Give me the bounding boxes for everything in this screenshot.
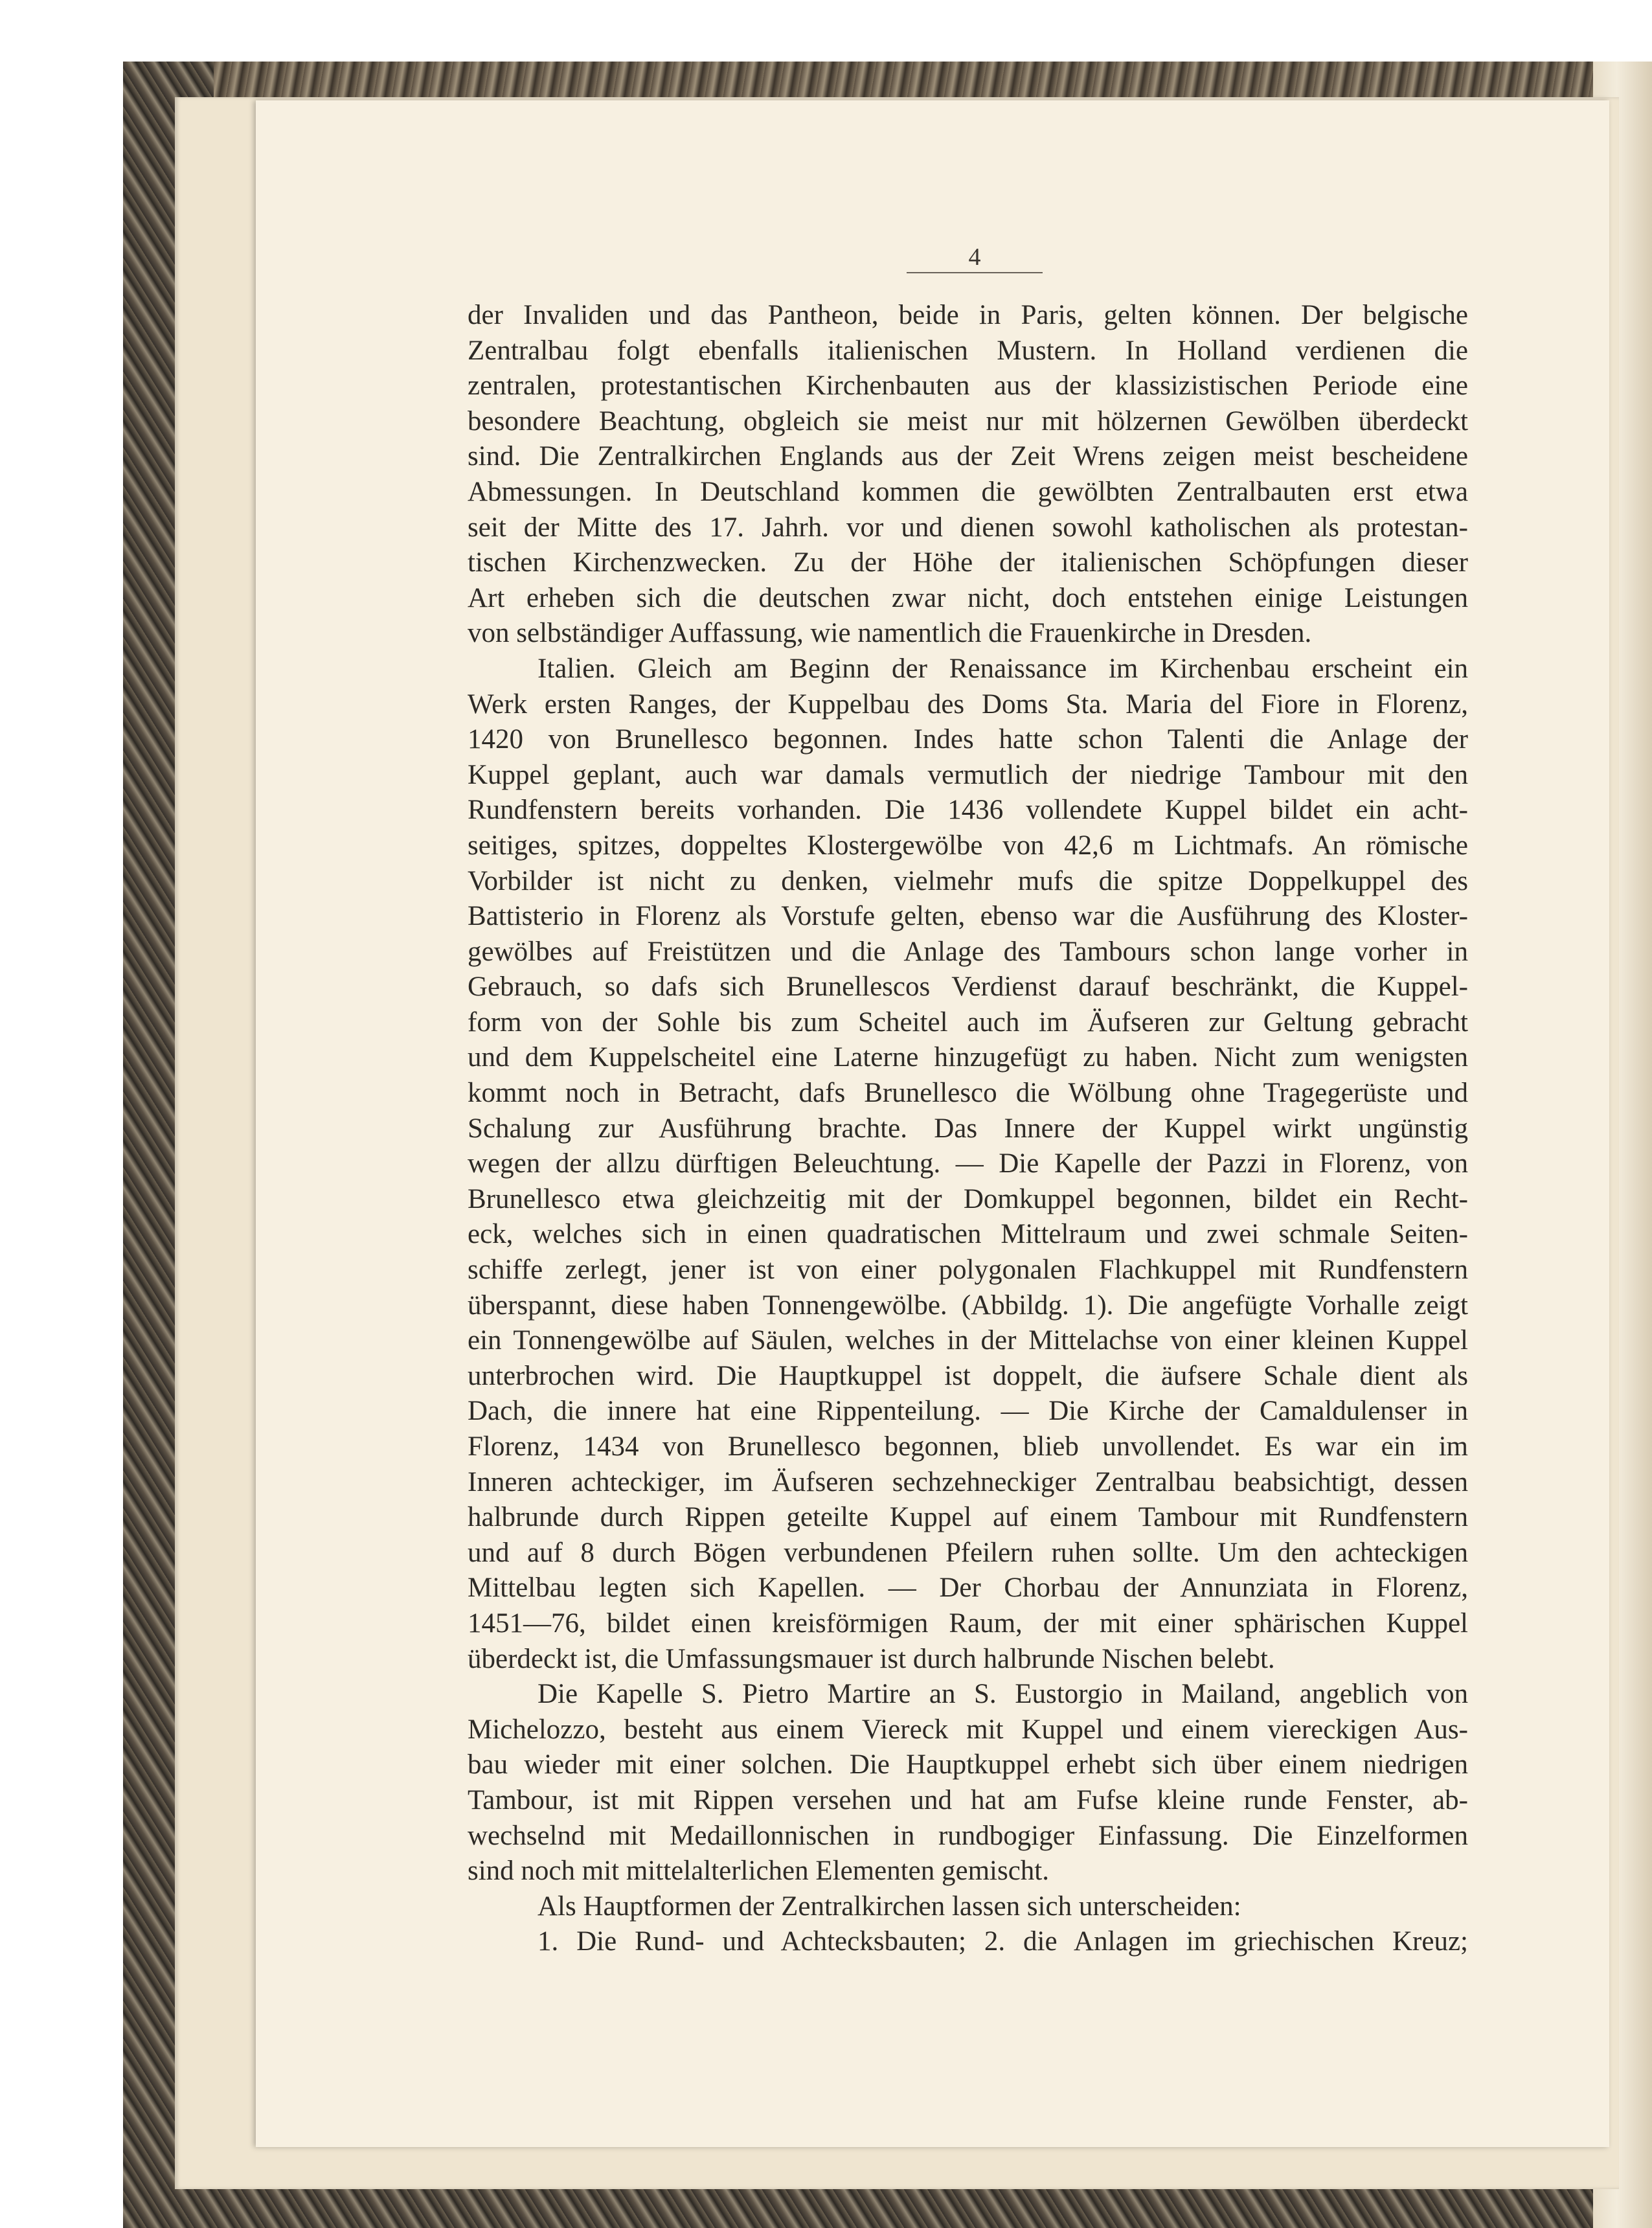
text-line: bau wieder mit einer solchen. Die Hauptkuppel erhebt sich über einem niedrigen <box>468 1749 1468 1780</box>
text-line: besondere Beachtung, obgleich sie meist nur mit hölzernen Gewölben überdeckt <box>468 405 1468 437</box>
text-line: 1. Die Rund- und Achtecksbauten; 2. die Anlagen im griechischen Kreuz; <box>537 1926 1468 1957</box>
text-line: Battisterio in Florenz als Vorstufe gelten, ebenso war die Ausführung des Kloster- <box>468 901 1468 932</box>
text-line: Vorbilder ist nicht zu denken, vielmehr mufs die spitze Doppelkuppel des <box>468 865 1468 896</box>
text-line: sind. Die Zentralkirchen Englands aus der Zeit Wrens zeigen meist bescheidene <box>468 441 1468 472</box>
text-line: Gebrauch, so dafs sich Brunellescos Verdienst darauf beschränkt, die Kuppel- <box>468 972 1468 1003</box>
text-line: Brunellesco etwa gleichzeitig mit der Domkuppel begonnen, bildet ein Recht- <box>468 1183 1468 1214</box>
marbled-cover-edge <box>214 62 1651 100</box>
text-line: der Invaliden und das Pantheon, beide in Paris, gelten können. Der belgische <box>468 300 1468 330</box>
text-line: eck, welches sich in einen quadratischen Mittelraum und zwei schmale Seiten- <box>468 1219 1468 1250</box>
text-line: Art erheben sich die deutschen zwar nicht, doch entstehen einige Leistungen <box>468 582 1468 613</box>
text-line: Die Kapelle S. Pietro Martire an S. Eustorgio in Mailand, angeblich von <box>537 1679 1468 1710</box>
text-line: 1420 von Brunellesco begonnen. Indes hatte schon Talenti die Anlage der <box>468 724 1468 755</box>
text-line: zentralen, protestantischen Kirchenbauten aus der klassizistischen Periode eine <box>468 370 1468 402</box>
text-line: halbrunde durch Rippen geteilte Kuppel auf einem Tambour mit Rundfenstern <box>468 1502 1468 1533</box>
text-line: und dem Kuppelscheitel eine Laterne hinzugefügt zu haben. Nicht zum wenigsten <box>468 1042 1468 1073</box>
text-line: Florenz, 1434 von Brunellesco begonnen, blieb unvollendet. Es war ein im <box>468 1431 1468 1462</box>
text-line: tischen Kirchenzwecken. Zu der Höhe der italienischen Schöpfungen dieser <box>468 547 1468 578</box>
text-line: kommt noch in Betracht, dafs Brunellesco die Wölbung ohne Tragegerüste und <box>468 1078 1468 1109</box>
text-line: schiffe zerlegt, jener ist von einer polygonalen Flachkuppel mit Rundfenstern <box>468 1255 1468 1286</box>
text-line: Dach, die innere hat eine Rippenteilung. — Die Kirche der Camaldulenser in <box>468 1396 1468 1427</box>
text-line: Rundfenstern bereits vorhanden. Die 1436 vollendete Kuppel bildet ein acht- <box>468 795 1468 826</box>
text-line: seit der Mitte des 17. Jahrh. vor und dienen sowohl katholischen als protestan- <box>468 512 1468 543</box>
text-line: Tambour, ist mit Rippen versehen und hat am Fufse kleine runde Fenster, ab- <box>468 1784 1468 1815</box>
text-line: von selbständiger Auffassung, wie namentlich die Frauenkirche in Dresden. <box>468 618 1312 649</box>
text-line: Mittelbau legten sich Kapellen. — Der Chorbau der Annunziata in Florenz, <box>468 1573 1468 1604</box>
text-line: überspannt, diese haben Tonnengewölbe. (Abbildg. 1). Die angefügte Vorhalle zeigt <box>468 1290 1468 1321</box>
text-line: Inneren achteckiger, im Äufseren sechzehneckiger Zentralbau beabsichtigt, dessen <box>468 1466 1468 1497</box>
page-number: 4 <box>968 244 981 271</box>
text-line: Schalung zur Ausführung brachte. Das Innere der Kuppel wirkt ungünstig <box>468 1113 1468 1144</box>
text-line: Werk ersten Ranges, der Kuppelbau des Doms Sta. Maria del Fiore in Florenz, <box>468 688 1468 720</box>
text-line: form von der Sohle bis zum Scheitel auch im Äufseren zur Geltung gebracht <box>468 1006 1468 1038</box>
text-line: Abmessungen. In Deutschland kommen die gewölbten Zentralbauten erst etwa <box>468 476 1468 507</box>
text-line: Als Hauptformen der Zentralkirchen lassen sich unterscheiden: <box>537 1891 1241 1922</box>
text-line: Zentralbau folgt ebenfalls italienischen Mustern. In Holland verdienen die <box>468 335 1468 366</box>
text-line: Michelozzo, besteht aus einem Viereck mit Kuppel und einem viereckigen Aus- <box>468 1714 1468 1745</box>
text-line: wechselnd mit Medaillonnischen in rundbogiger Einfassung. Die Einzelformen <box>468 1820 1468 1851</box>
section-heading-line: Italien. Gleich am Beginn der Renaissance im Kirchenbau erscheint ein <box>537 653 1468 684</box>
text-line: Kuppel geplant, auch war damals vermutlich der niedrige Tambour mit den <box>468 759 1468 790</box>
text-line: 1451—76, bildet einen kreisförmigen Raum, der mit einer sphärischen Kuppel <box>468 1608 1468 1639</box>
text-line: gewölbes auf Freistützen und die Anlage des Tambours schon lange vorher in <box>468 936 1468 967</box>
text-line: sind noch mit mittelalterlichen Elementen gemischt. <box>468 1856 1049 1887</box>
text-line: unterbrochen wird. Die Hauptkuppel ist doppelt, die äufsere Schale dient als <box>468 1360 1468 1391</box>
page-number-container <box>907 241 1043 273</box>
text-line: überdeckt ist, die Umfassungsmauer ist durch halbrunde Nischen belebt. <box>468 1643 1275 1674</box>
page-number-rule <box>907 272 1043 273</box>
text-line: seitiges, spitzes, doppeltes Klostergewölbe von 42,6 m Lichtmafs. An römische <box>468 830 1468 861</box>
text-line: wegen der allzu dürftigen Beleuchtung. — Die Kapelle der Pazzi in Florenz, von <box>468 1148 1468 1179</box>
body-text <box>468 298 1468 1960</box>
text-line: und auf 8 durch Bögen verbundenen Pfeilern ruhen sollte. Um den achteckigen <box>468 1537 1468 1568</box>
text-line: ein Tonnengewölbe auf Säulen, welches in der Mittelachse von einer kleinen Kuppel <box>468 1325 1468 1356</box>
